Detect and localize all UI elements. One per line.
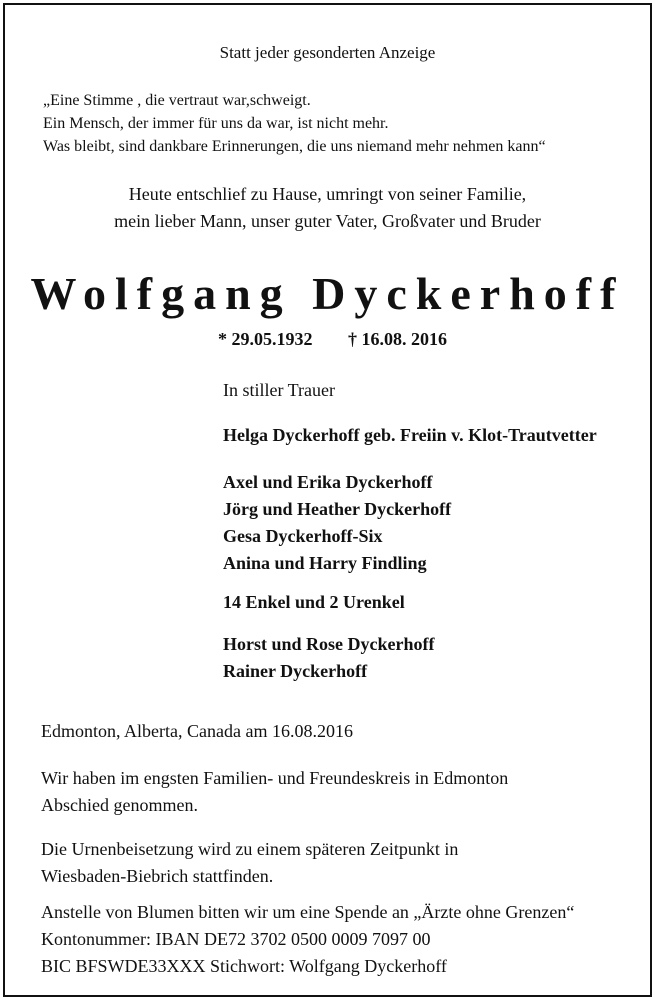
grandchildren: 14 Enkel und 2 Urenkel: [223, 592, 405, 612]
donation-bic: BIC BFSWDE33XXX Stichwort: Wolfgang Dyckerhoff: [41, 956, 447, 976]
sibling-2: Rainer Dyckerhoff: [223, 661, 368, 681]
child-4: Anina und Harry Findling: [223, 553, 427, 573]
child-3: Gesa Dyckerhoff-Six: [223, 526, 383, 546]
sibling-1: Horst und Rose Dyckerhoff: [223, 634, 435, 654]
death-date: † 16.08. 2016: [348, 329, 447, 349]
burial-line-2: Wiesbaden-Biebrich stattfinden.: [41, 866, 274, 886]
birth-date: * 29.05.1932: [218, 329, 313, 349]
quote-line-3: Was bleibt, sind dankbare Erinnerungen, die uns niemand mehr nehmen kann“: [43, 138, 546, 155]
intro-line: Statt jeder gesonderten Anzeige: [219, 43, 436, 62]
quote-line-2: Ein Mensch, der immer für uns da war, ist nicht mehr.: [43, 115, 389, 132]
farewell-line-1: Wir haben im engsten Familien- und Freundeskreis in Edmonton: [41, 768, 509, 788]
spouse-name: Helga Dyckerhoff geb. Freiin v. Klot-Trautvetter: [223, 425, 597, 445]
announcement-line-1: Heute entschlief zu Hause, umringt von seiner Familie,: [128, 184, 527, 204]
obituary-notice: [3, 3, 652, 997]
donation-line-1: Anstelle von Blumen bitten wir um eine Spende an „Ärzte ohne Grenzen“: [41, 902, 575, 922]
quote-line-1: „Eine Stimme , die vertraut war,schweigt.: [43, 92, 311, 109]
child-1: Axel und Erika Dyckerhoff: [223, 472, 433, 492]
donation-iban: Kontonummer: IBAN DE72 3702 0500 0009 7097 00: [41, 929, 431, 949]
place-date: Edmonton, Alberta, Canada am 16.08.2016: [41, 721, 353, 741]
announcement-line-2: mein lieber Mann, unser guter Vater, Großvater und Bruder: [114, 211, 541, 231]
farewell-line-2: Abschied genommen.: [41, 795, 198, 815]
mourners-heading: In stiller Trauer: [223, 380, 335, 400]
child-2: Jörg und Heather Dyckerhoff: [223, 499, 452, 519]
burial-line-1: Die Urnenbeisetzung wird zu einem späteren Zeitpunkt in: [41, 839, 459, 859]
deceased-name: Wolfgang Dyckerhoff: [30, 268, 625, 319]
